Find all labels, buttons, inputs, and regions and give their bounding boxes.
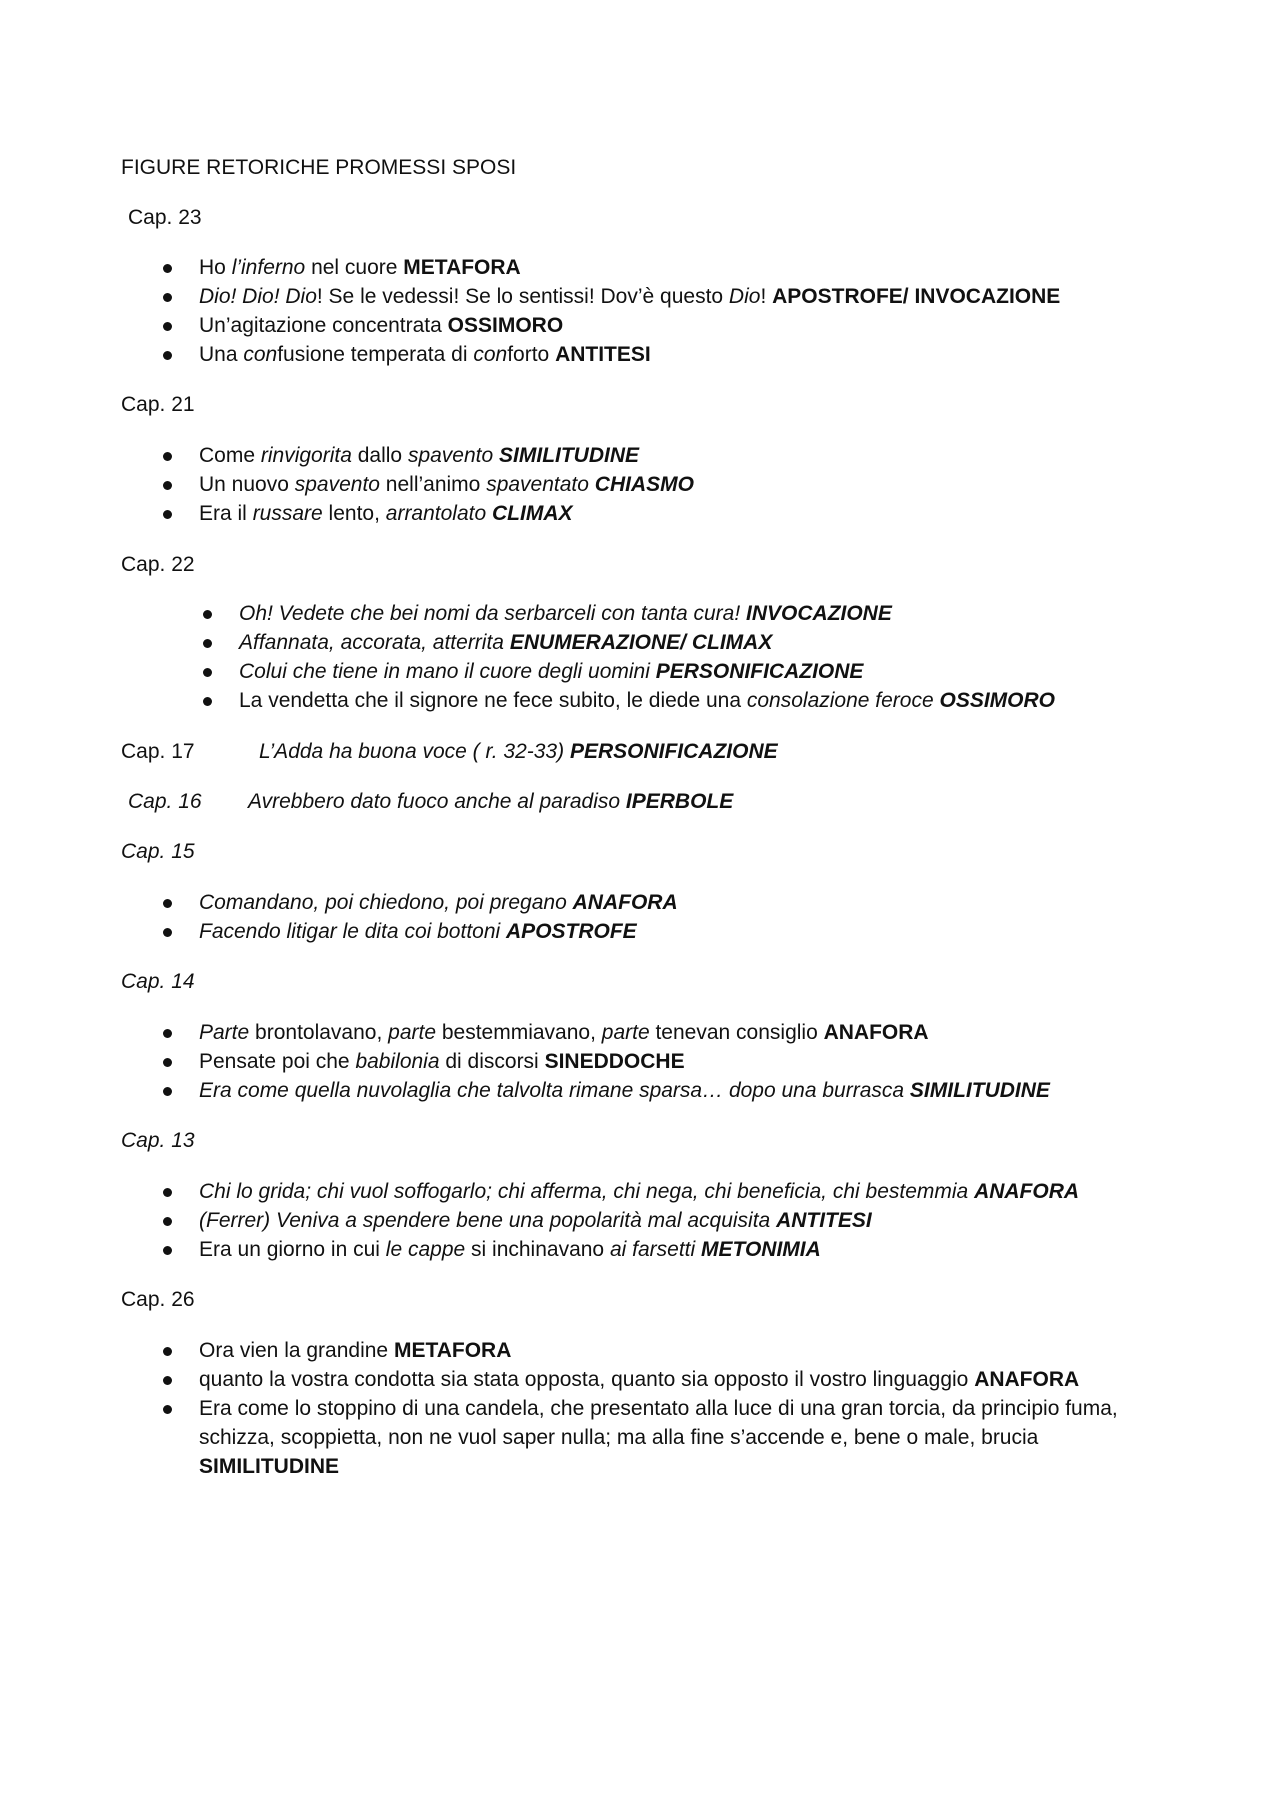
bullet-icon (163, 293, 172, 302)
chapter-heading-21: Cap. 21 (121, 393, 195, 416)
list-item: Era un giorno in cui le cappe si inchinavano ai farsetti METONIMIA (199, 1238, 821, 1261)
list-item: Una confusione temperata di conforto ANTITESI (199, 343, 651, 366)
bullet-icon (203, 639, 212, 648)
bullet-icon (163, 481, 172, 490)
chapter-heading-14: Cap. 14 (121, 970, 195, 993)
list-item: Un’agitazione concentrata OSSIMORO (199, 314, 564, 337)
bullet-icon (163, 1376, 172, 1385)
list-item: Un nuovo spavento nell’animo spaventato CHIASMO (199, 473, 694, 496)
chapter-heading-15: Cap. 15 (121, 840, 195, 863)
bullet-icon (163, 452, 172, 461)
chapter-17-entry: L’Adda ha buona voce ( r. 32-33) PERSONIFICAZIONE (259, 740, 778, 763)
bullet-icon (163, 1087, 172, 1096)
list-item: Oh! Vedete che bei nomi da serbarceli con tanta cura! INVOCAZIONE (239, 602, 892, 625)
list-item: Ora vien la grandine METAFORA (199, 1339, 512, 1362)
bullet-icon (163, 1188, 172, 1197)
list-item-tag: SIMILITUDINE (199, 1455, 339, 1478)
list-item: Parte brontolavano, parte bestemmiavano, parte tenevan consiglio ANAFORA (199, 1021, 929, 1044)
bullet-icon (163, 322, 172, 331)
list-item: Dio! Dio! Dio! Se le vedessi! Se lo sentissi! Dov’è questo Dio! APOSTROFE/ INVOCAZIONE (199, 285, 1061, 308)
chapter-16-entry: Avrebbero dato fuoco anche al paradiso IPERBOLE (248, 790, 734, 813)
chapter-heading-23: Cap. 23 (128, 206, 202, 229)
list-item: Chi lo grida; chi vuol soffogarlo; chi afferma, chi nega, chi beneficia, chi bestemmia ANAFORA (199, 1180, 1080, 1203)
bullet-icon (163, 1347, 172, 1356)
bullet-icon (163, 928, 172, 937)
list-item: Pensate poi che babilonia di discorsi SINEDDOCHE (199, 1050, 685, 1073)
chapter-heading-13: Cap. 13 (121, 1129, 195, 1152)
chapter-heading-16: Cap. 16 (128, 790, 202, 813)
bullet-icon (163, 1217, 172, 1226)
list-item-line-1: Era come lo stoppino di una candela, che presentato alla luce di una gran torcia, da principio fuma, (199, 1397, 1118, 1420)
list-item: Era come quella nuvolaglia che talvolta rimane sparsa… dopo una burrasca SIMILITUDINE (199, 1079, 1050, 1102)
bullet-icon (203, 668, 212, 677)
bullet-icon (163, 351, 172, 360)
bullet-icon (163, 510, 172, 519)
list-item-line-2: schizza, scoppietta, non ne vuol saper nulla; ma alla fine s’accende e, bene o male, brucia (199, 1426, 1039, 1449)
bullet-icon (163, 1058, 172, 1067)
list-item: La vendetta che il signore ne fece subito, le diede una consolazione feroce OSSIMORO (239, 689, 1055, 712)
bullet-icon (163, 899, 172, 908)
bullet-icon (163, 1246, 172, 1255)
bullet-icon (163, 1029, 172, 1038)
list-item: Colui che tiene in mano il cuore degli uomini PERSONIFICAZIONE (239, 660, 864, 683)
chapter-heading-22: Cap. 22 (121, 553, 195, 576)
bullet-icon (163, 1405, 172, 1414)
bullet-icon (203, 697, 212, 706)
chapter-heading-26: Cap. 26 (121, 1288, 195, 1311)
chapter-heading-17: Cap. 17 (121, 740, 195, 763)
list-item: (Ferrer) Veniva a spendere bene una popolarità mal acquisita ANTITESI (199, 1209, 872, 1232)
list-item: Comandano, poi chiedono, poi pregano ANAFORA (199, 891, 678, 914)
list-item: Affannata, accorata, atterrita ENUMERAZIONE/ CLIMAX (239, 631, 773, 654)
list-item: quanto la vostra condotta sia stata opposta, quanto sia opposto il vostro linguaggio ANAFORA (199, 1368, 1080, 1391)
list-item: Facendo litigar le dita coi bottoni APOSTROFE (199, 920, 637, 943)
list-item: Era il russare lento, arrantolato CLIMAX (199, 502, 573, 525)
list-item: Ho l’inferno nel cuore METAFORA (199, 256, 521, 279)
list-item: Come rinvigorita dallo spavento SIMILITUDINE (199, 444, 640, 467)
document-title: FIGURE RETORICHE PROMESSI SPOSI (121, 156, 517, 179)
bullet-icon (163, 264, 172, 273)
bullet-icon (203, 610, 212, 619)
